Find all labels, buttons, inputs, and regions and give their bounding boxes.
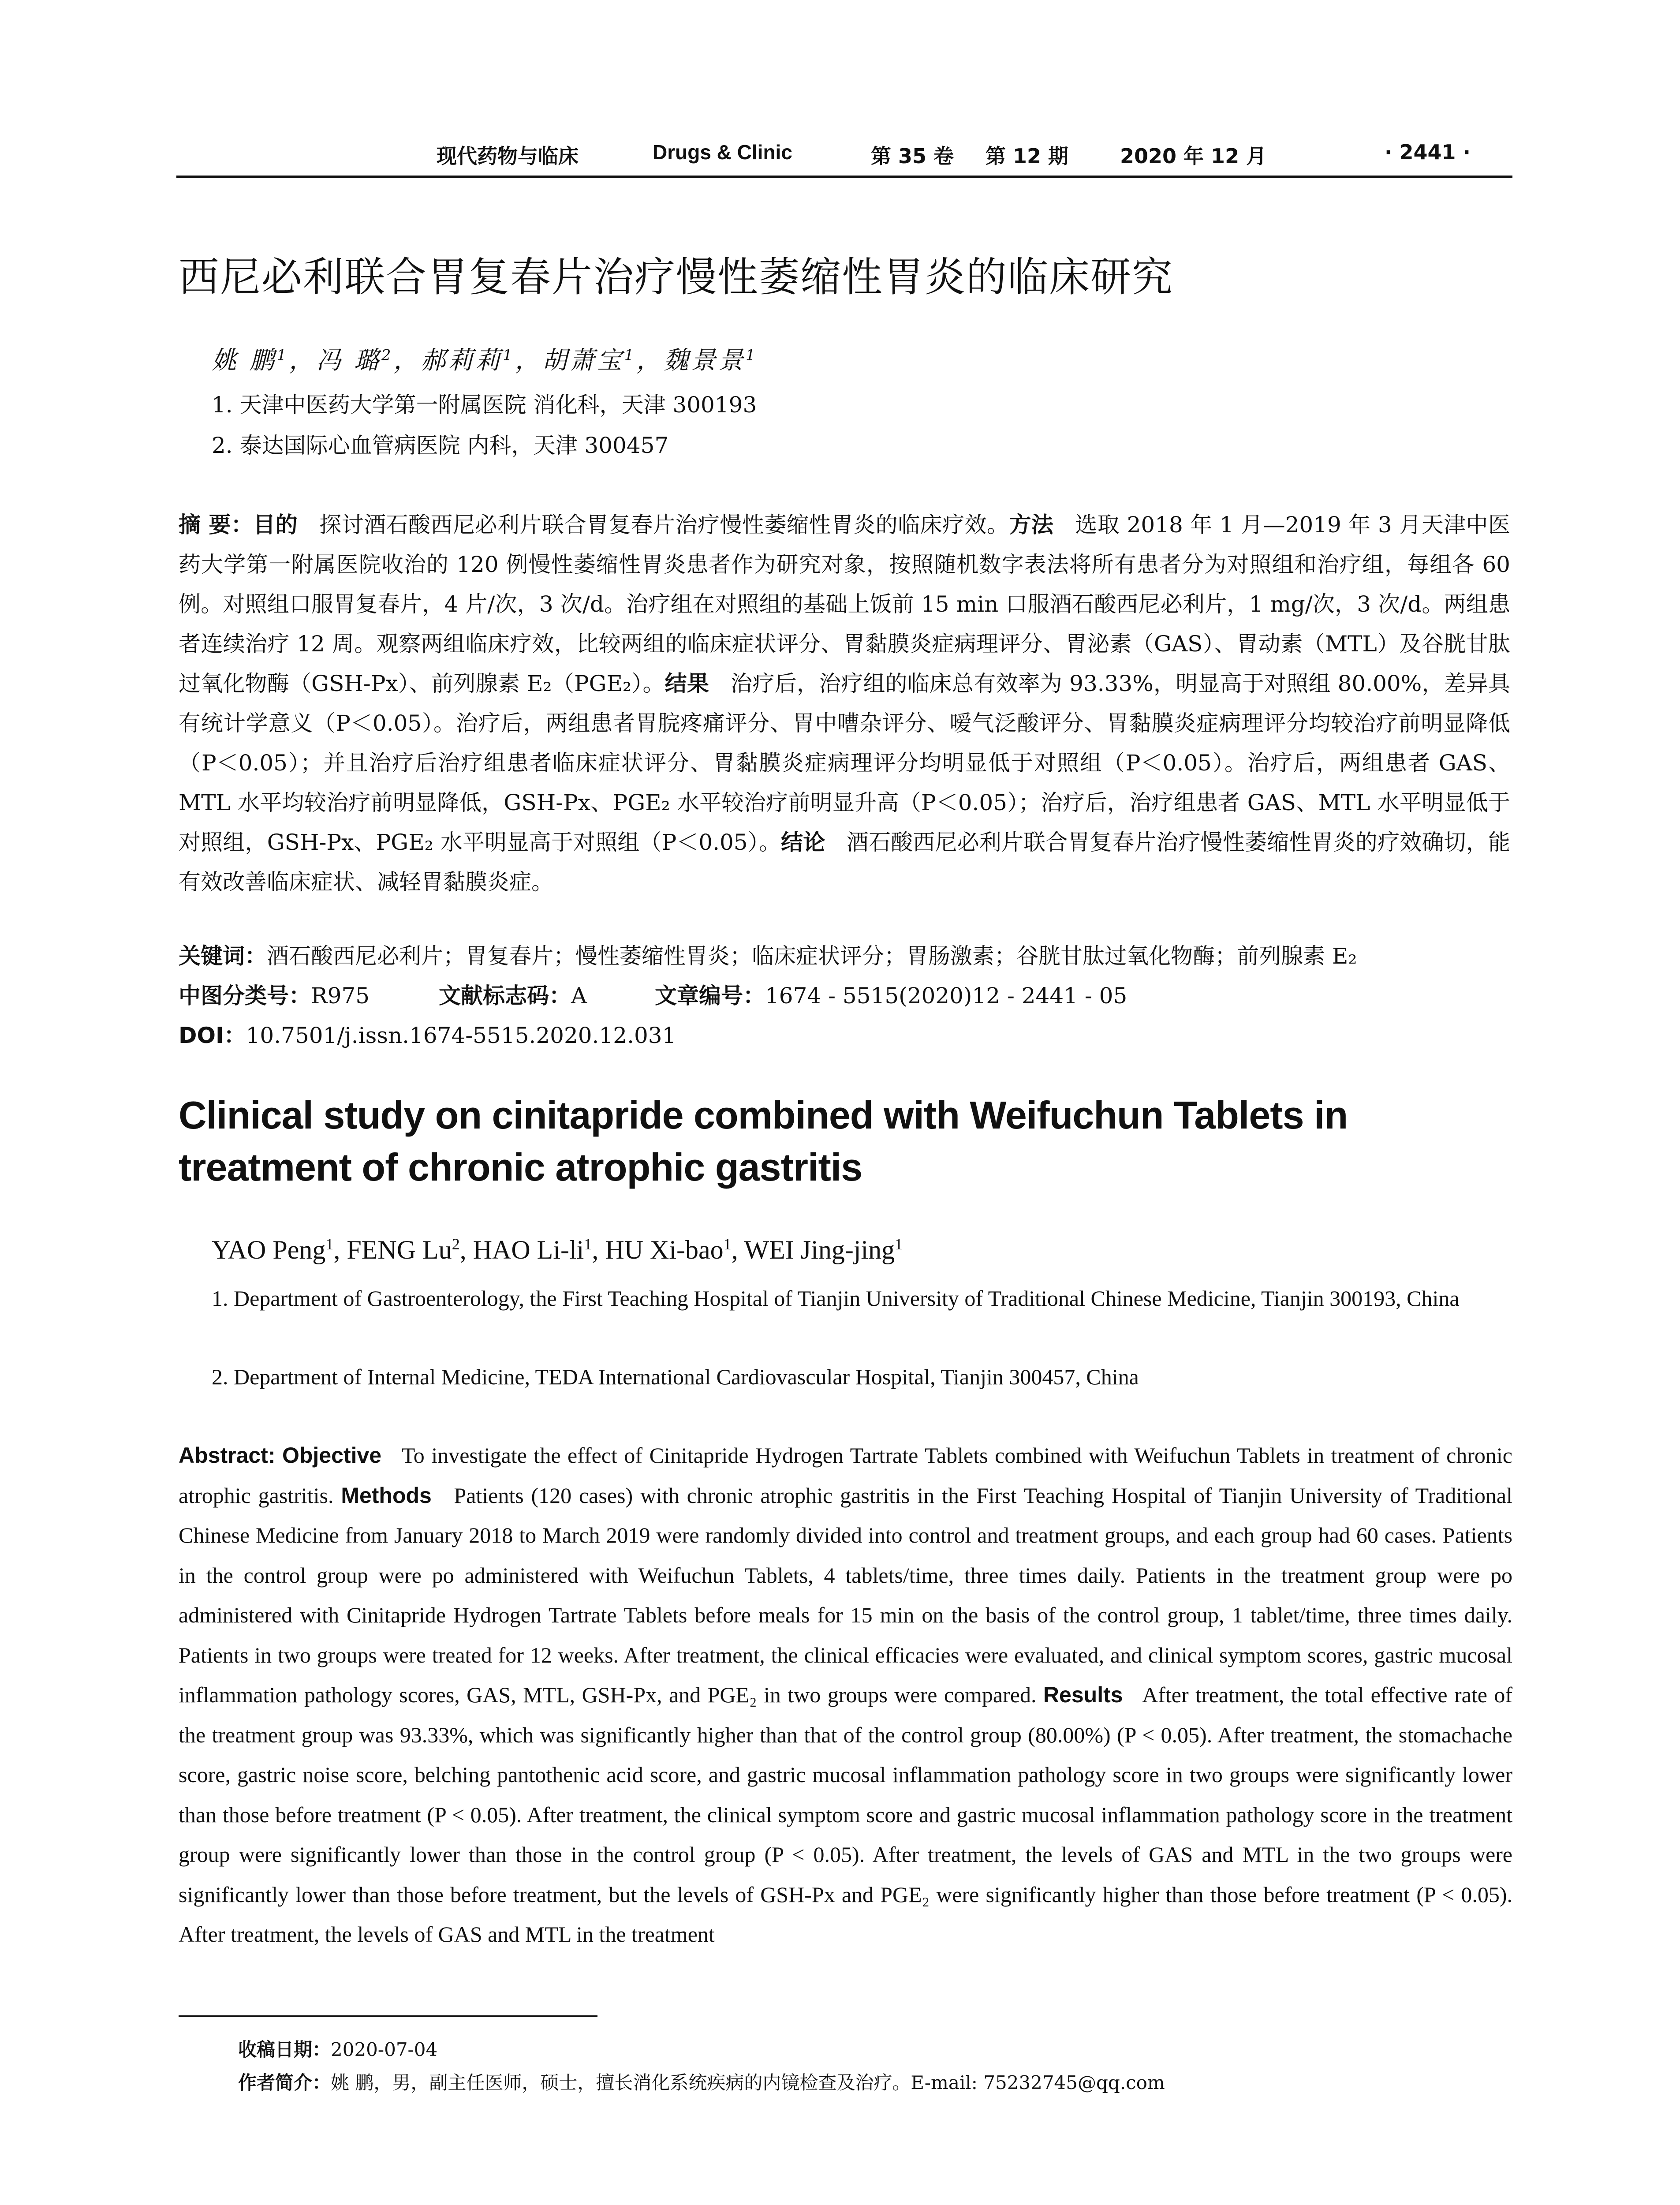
author-cn: 姚 鹏: [212, 346, 277, 375]
results-label-cn: 结果: [665, 671, 709, 696]
objective-label-en: Objective: [282, 1443, 382, 1468]
abstract-cn: [179, 505, 1510, 902]
clc-value: R975: [311, 983, 370, 1009]
page-number: · 2441 ·: [1385, 140, 1471, 164]
affiliation-cn-1: 1. 天津中医药大学第一附属医院 消化科，天津 300193: [212, 392, 757, 418]
objective-text-cn: 探讨酒石酸西尼必利片联合胃复春片治疗慢性萎缩性胃炎的临床疗效。: [319, 512, 1009, 538]
journal-name-cn: 现代药物与临床: [437, 144, 579, 168]
conclusion-label-cn: 结论: [781, 830, 825, 855]
objective-text-en: To investigate the effect of Cinitapride Hydrogen Tartrate Tablets combined with Weifuchun Tablets in treatment of chronic atrophic gastritis.: [179, 1443, 1512, 1508]
methods-text-cn: 选取 2018 年 1 月—2019 年 3 月天津中医药大学第一附属医院收治的 120 例慢性萎缩性胃炎患者作为研究对象，按照随机数字表法将所有患者分为对照组和治疗组，每组各 60 例。对照组口服胃复春片，4 片/次，3 次/d。治疗组在对照组的基础上饭前 15 min 口服酒石酸西尼必利片，1 mg/次，3 次/d。两组患者连续治疗 12 周。观察两组临床疗效，比较两组的临床症状评分、胃黏膜炎症病理评分、胃泌素（GAS）、胃动素（MTL）及谷胱甘肽过氧化物酶（GSH-Px）、前列腺素 E₂（PGE₂）。: [179, 512, 1511, 696]
article-no-value: 1674 - 5515(2020)12 - 2441 - 05: [765, 983, 1127, 1009]
received-label: 收稿日期：: [238, 2039, 331, 2060]
author-bio-label: 作者简介：: [238, 2072, 331, 2093]
affiliation-en-2: 2. Department of Internal Medicine, TEDA International Cardiovascular Hospital, Tianjin 300457, China: [212, 1364, 1139, 1389]
issue-date: 2020 年 12 月: [1120, 144, 1267, 168]
doc-code-value: A: [571, 983, 587, 1009]
methods-label-en: Methods: [341, 1483, 432, 1508]
conclusion-text-cn: 酒石酸西尼必利片联合胃复春片治疗慢性萎缩性胃炎的疗效确切，能有效改善临床症状、减轻胃黏膜炎症。: [179, 830, 1511, 895]
author-bio-text: 姚 鹏，男，副主任医师，硕士，擅长消化系统疾病的内镜检查及治疗。E-mail: 75232745@qq.com: [331, 2072, 1165, 2093]
methods-text-en: Patients (120 cases) with chronic atrophic gastritis in the First Teaching Hospital of Tianjin University of Traditional Chinese Medicine from January 2018 to March 2019 were randomly divided into control and treatment groups, and each group had 60 cases. Patients in the control group were po administered with Weifuchun Tablets, 4 tablets/time, three times daily. Patients in the treatment group were po administered with Cinitapride Hydrogen Tartrate Tablets before meals for 15 min on the basis of the control group, 1 tablet/time, three times daily. Patients in two groups were treated for 12 weeks. After treatment, the clinical efficacies were evaluated, and clinical symptom scores, gastric mucosal inflammation pathology scores, GAS, MTL, GSH-Px, and PGE₂ in two groups were compared.: [179, 1483, 1513, 1707]
issue: 第 12 期: [986, 144, 1069, 168]
methods-label-cn: 方法: [1009, 512, 1054, 538]
author-cn: 冯 璐: [316, 346, 381, 375]
author-en: YAO Peng: [212, 1235, 326, 1264]
doi-value: 10.7501/j.issn.1674-5515.2020.12.031: [246, 1023, 676, 1048]
clc-label: 中图分类号：: [179, 983, 311, 1009]
author-cn: 魏景景: [664, 346, 746, 375]
results-label-en: Results: [1043, 1682, 1123, 1707]
doc-code-label: 文献标志码：: [439, 983, 571, 1009]
footnote-author-bio: [238, 2068, 1165, 2095]
article-title-en: Clinical study on cinitapride combined with Weifuchun Tablets in treatment of chronic atrophic gastritis: [179, 1093, 1348, 1189]
header-divider: [176, 176, 1512, 178]
abstract-label-cn: 摘 要：: [179, 512, 254, 538]
objective-label-cn: 目的: [253, 512, 298, 538]
author-en: WEI Jing-jing: [744, 1235, 895, 1264]
author-en: FENG Lu: [347, 1235, 452, 1264]
author-list-cn: 姚 鹏$^1$，冯 璐$^2$，郝莉莉$^1$，胡萧宝$^1$，魏景景$^1$: [212, 346, 758, 375]
results-text-cn: 治疗后，治疗组的临床总有效率为 93.33%，明显高于对照组 80.00%，差异具有统计学意义（P＜0.05）。治疗后，两组患者胃脘疼痛评分、胃中嘈杂评分、嗳气泛酸评分、胃黏膜炎症病理评分均较治疗前明显降低（P＜0.05）；并且治疗后治疗组患者临床症状评分、胃黏膜炎症病理评分均明显低于对照组（P＜0.05）。治疗后，两组患者 GAS、MTL 水平均较治疗前明显降低，GSH-Px、PGE₂ 水平较治疗前明显升高（P＜0.05）；治疗后，治疗组患者 GAS、MTL 水平明显低于对照组，GSH-Px、PGE₂ 水平明显高于对照组（P＜0.05）。: [179, 671, 1510, 855]
author-en: HU Xi-bao: [605, 1235, 724, 1264]
keywords-cn: [179, 938, 1357, 970]
author-cn: 胡萧宝: [542, 346, 624, 375]
volume: 第 35 卷: [871, 144, 954, 168]
article-no-label: 文章编号：: [655, 983, 765, 1009]
received-date: 2020-07-04: [331, 2039, 438, 2060]
doi-label: DOI：: [179, 1023, 246, 1048]
results-text-en: After treatment, the total effective rate of the treatment group was 93.33%, which was significantly higher than that of the control group (80.00%) (P < 0.05). After treatment, the stomachache score, gastric noise score, belching pantothenic acid score, and gastric mucosal inflammation pathology score in two groups were significantly lower than those before treatment (P < 0.05). After treatment, the clinical symptom score and gastric mucosal inflammation pathology score in the treatment group were significantly lower than those in the control group (P < 0.05). After treatment, the levels of GAS and MTL in the two groups were significantly lower than those before treatment, but the levels of GSH-Px and PGE₂ were significantly higher than those before treatment (P < 0.05). After treatment, the levels of GAS and MTL in the treatment: [179, 1682, 1513, 1947]
footnote-divider: [179, 2015, 597, 2017]
author-list-en: YAO Peng$^1$, FENG Lu$^2$, HAO $Li-li^1$, HU Xi-bao$^1$, WEI Jing-jing$^1$: [212, 1235, 903, 1264]
abstract-en: [179, 1435, 1512, 1955]
affiliation-en-1: 1. Department of Gastroenterology, the First Teaching Hospital of Tianjin University of Traditional Chinese Medicine, Tianjin 300193, China: [212, 1286, 1460, 1311]
author-en: HAO Li-li: [473, 1235, 584, 1264]
journal-name-en: Drugs & Clinic: [653, 141, 792, 164]
running-header: [176, 140, 1512, 171]
affiliation-cn-2: 2. 泰达国际心血管病医院 内科，天津 300457: [212, 433, 669, 458]
doi-line: [179, 1018, 676, 1050]
classification-line: [179, 978, 1127, 1010]
author-cn: 郝莉莉: [421, 346, 503, 375]
abstract-label-en: Abstract:: [179, 1443, 276, 1468]
article-title-cn: 西尼必利联合胃复春片治疗慢性萎缩性胃炎的临床研究: [179, 254, 1174, 301]
keywords-label: 关键词：: [179, 943, 267, 969]
footnote-received: [238, 2035, 437, 2062]
keywords-text: 酒石酸西尼必利片；胃复春片；慢性萎缩性胃炎；临床症状评分；胃肠激素；谷胱甘肽过氧化物酶；前列腺素 E₂: [267, 943, 1357, 969]
